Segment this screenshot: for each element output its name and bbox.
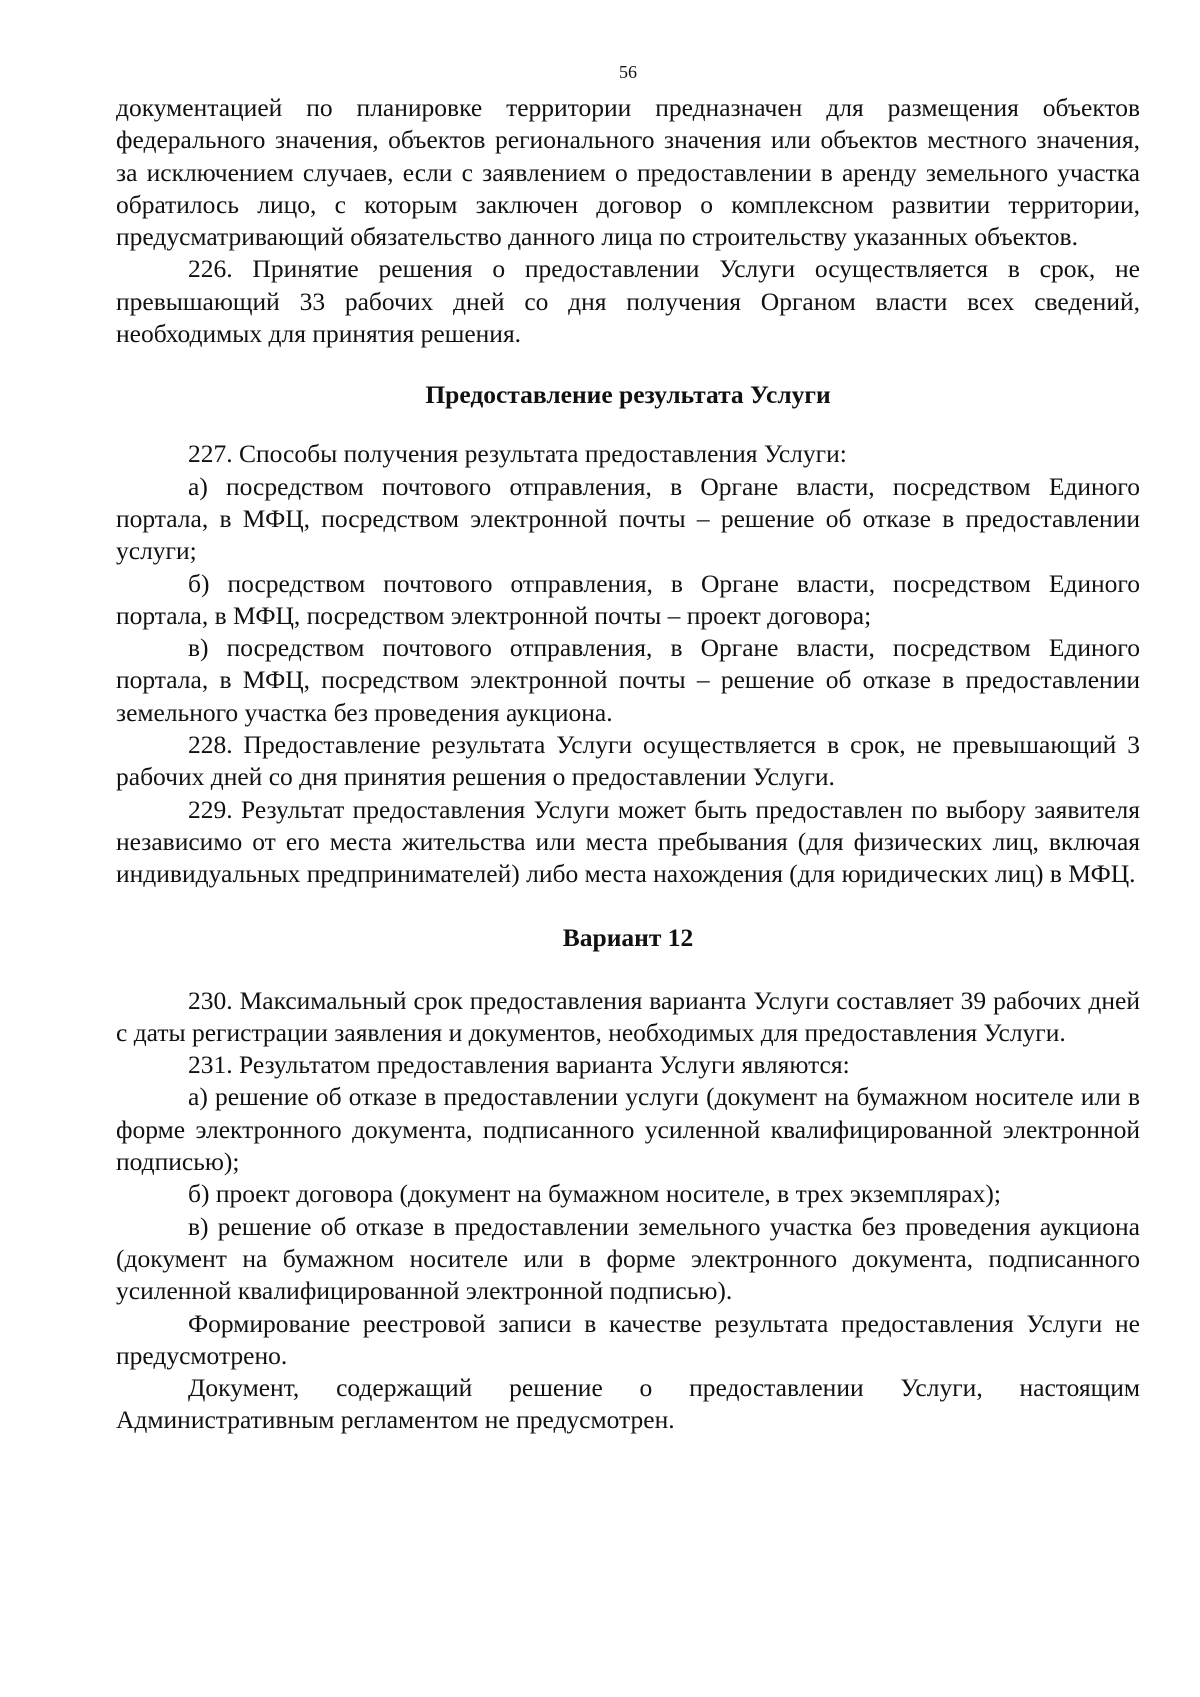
paragraph-228: 228. Предоставление результата Услуги осуществляется в срок, не превышающий 3 рабочих дней со дня принятия решения о предоставлении Услуги. <box>116 730 1140 792</box>
paragraph-registry-record: Формирование реестровой записи в качестве результата предоставления Услуги не предусмотрено. <box>116 1308 1140 1370</box>
paragraph-continuation: документацией по планировке территории предназначен для размещения объектов федерального значения, объектов регионального значения или объектов местного значения, за исключением случаев, если с заявлением о предоставлении в аренду земельного участка обратилось лицо, с которым заключен договор о комплексном развитии территории, предусматривающий обязательство данного лица по строительству указанных объектов. <box>116 93 1140 252</box>
paragraph-231-b: б) проект договора (документ на бумажном носителе, в трех экземплярах); <box>188 1179 1001 1209</box>
paragraph-document-decision: Документ, содержащий решение о предоставлении Услуги, настоящим Административным регламентом не предусмотрен. <box>116 1373 1140 1435</box>
paragraph-230: 230. Максимальный срок предоставления варианта Услуги составляет 39 рабочих дней с даты регистрации заявления и документов, необходимых для предоставления Услуги. <box>116 985 1140 1047</box>
paragraph-226: 226. Принятие решения о предоставлении Услуги осуществляется в срок, не превышающий 33 рабочих дней со дня получения Органом власти всех сведений, необходимых для принятия решения. <box>116 254 1140 349</box>
paragraph-231-v: в) решение об отказе в предоставлении земельного участка без проведения аукциона (документ на бумажном носителе или в форме электронного документа, подписанного усиленной квалифицированной электронной подписью). <box>116 1211 1140 1306</box>
paragraph-227-b: б) посредством почтового отправления, в Органе власти, посредством Единого портала, в МФЦ, посредством электронной почты – проект договора; <box>116 568 1140 630</box>
section-heading-variant-12: Вариант 12 <box>562 922 694 952</box>
paragraph-227: 227. Способы получения результата предоставления Услуги: <box>188 439 847 469</box>
paragraph-227-v: в) посредством почтового отправления, в Органе власти, посредством Единого портала, в МФЦ, посредством электронной почты – решение об отказе в предоставлении земельного участка без проведения аукциона. <box>116 633 1140 727</box>
paragraph-231-a: а) решение об отказе в предоставлении услуги (документ на бумажном носителе или в форме электронного документа, подписанного усиленной квалифицированной электронной подписью); <box>116 1082 1140 1177</box>
page-number: 56 <box>619 62 637 82</box>
section-heading-result: Предоставление результата Услуги <box>425 380 831 410</box>
paragraph-231: 231. Результатом предоставления варианта Услуги являются: <box>188 1050 850 1080</box>
paragraph-227-a: а) посредством почтового отправления, в Органе власти, посредством Единого портала, в МФЦ, посредством электронной почты – решение об отказе в предоставлении услуги; <box>116 471 1140 566</box>
document-page <box>116 60 1140 1437</box>
paragraph-229: 229. Результат предоставления Услуги может быть предоставлен по выбору заявителя независимо от его места жительства или места пребывания (для физических лиц, включая индивидуальных предпринимателей) либо места нахождения (для юридических лиц) в МФЦ. <box>116 794 1140 889</box>
